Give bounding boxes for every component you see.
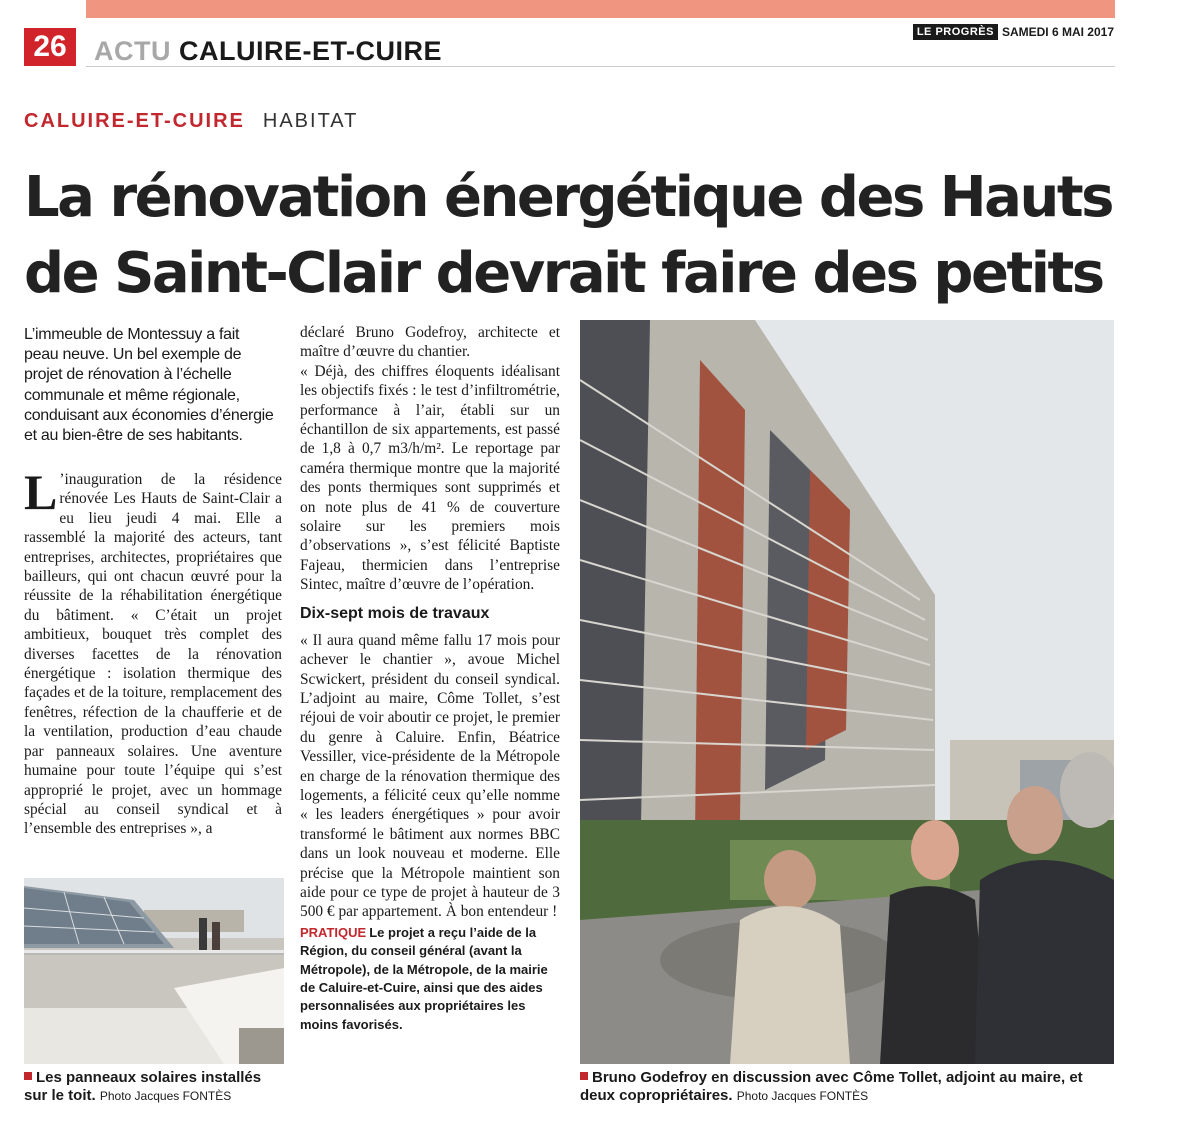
solar-panels-caption — [24, 1069, 286, 1105]
caption-bullet — [580, 1072, 588, 1080]
practical-text: Le projet a reçu l’aide de la Région, du conseil général (avant la Métropole), de la Métropole, de la mairie de Caluire-et-Cuire, ainsi que des aides personnalisées aux propriétaires les moins favorisés. — [300, 924, 548, 1032]
article-subhead: Dix-sept mois de travaux — [300, 604, 490, 622]
photo-credit: Photo Jacques FONTÈS — [99, 1089, 232, 1103]
practical-box — [300, 924, 560, 1034]
page-number: 26 — [24, 28, 76, 66]
building-photo — [580, 320, 1114, 1064]
issue-date: SAMEDI 6 MAI 2017 — [1001, 25, 1114, 39]
drop-cap: L — [24, 464, 58, 520]
section-rubric — [94, 34, 442, 68]
caption-text: Les panneaux solaires installés sur le toit. — [24, 1069, 262, 1104]
section-label: ACTU — [94, 36, 171, 66]
article-location: CALUIRE-ET-CUIRE — [24, 110, 245, 132]
article-column-2 — [300, 323, 560, 1034]
top-color-strip — [86, 0, 1115, 18]
solar-panels-photo — [24, 878, 284, 1064]
photo-credit: Photo Jacques FONTÈS — [736, 1089, 869, 1103]
article-headline — [24, 160, 1134, 312]
caption-bullet — [24, 1072, 32, 1080]
masthead — [913, 24, 1114, 40]
headline-line-2: de Saint-Clair devrait faire des petits — [24, 241, 1103, 306]
header-divider — [86, 66, 1115, 67]
newspaper-logo: LE PROGRÈS — [913, 24, 998, 40]
article-lead: L’immeuble de Montessuy a fait peau neuve. Un bel exemple de projet de rénovation à l’échelle communale et même régionale, conduisant aux économies d’énergie et au bien-être de ses habitants. — [24, 326, 274, 445]
column-1-text: ’inauguration de la résidence rénovée Les Hauts de Saint-Clair a eu lieu jeudi 4 mai. Elle a rassemblé la majorité des acteurs, tant entreprises, architectes, propriétaires que bailleurs, qui ont chacun œuvré pour la réussite de la réhabilitation énergétique du bâtiment. « C’était un projet ambitieux, bouquet très complet des diverses facettes de la rénovation énergétique : isolation thermique des façades et de la toiture, remplacement des fenêtres, réfection de la chaufferie et de la ventilation, production d’eau chaude par panneaux solaires. Une aventure humaine pour toute l’équipe qui s’est approprié le projet, avec un hommage spécial au conseil syndical et à l’ensemble des entreprises », a — [24, 471, 282, 838]
headline-line-1: La rénovation énergétique des Hauts — [24, 165, 1112, 230]
practical-label: PRATIQUE — [300, 924, 367, 940]
article-theme: HABITAT — [262, 110, 359, 132]
column-2-paragraph-2: « Déjà, des chiffres éloquents idéalisant les objectifs fixés : le test d’infiltrométrie, performance à l’air, établi sur un échantillon de six appartements, est passé de 1,8 à 0,7 m3/h/m². Le reportage par caméra thermique montre que la majorité des ponts thermiques sont supprimés et on note plus de 41 % de couverture solaire sur les premiers mois d’observations », s’est félicité Baptiste Fajeau, thermicien dans l’entreprise Sintec, maître d’œuvre de l’opération. — [300, 362, 560, 594]
article-kicker — [24, 108, 358, 134]
article-column-1 — [24, 464, 282, 839]
caption-text: Bruno Godefroy en discussion avec Côme Tollet, adjoint au maire, et deux copropriétaires. — [580, 1069, 1083, 1104]
building-photo-caption — [580, 1069, 1114, 1105]
column-2-paragraph-1: déclaré Bruno Godefroy, architecte et maître d’œuvre du chantier. — [300, 324, 560, 361]
column-2-paragraph-3: « Il aura quand même fallu 17 mois pour achever le chantier », avoue Michel Scwickert, président du conseil syndical. L’adjoint au maire, Côme Tollet, s’est réjoui de voir aboutir ce projet, le premier du genre à Caluire. Enfin, Béatrice Vessiller, vice-présidente de la Métropole en charge de la rénovation thermique des logements, a félicité ceux qu’elle nomme « les leaders énergétiques » pour avoir transformé le bâtiment aux normes BBC dans un look nouveau et moderne. Elle précise que la Métropole maintient son aide pour ce type de projet à hauteur de 3 500 € par appartement. À bon entendeur ! — [300, 631, 560, 921]
section-city: CALUIRE-ET-CUIRE — [179, 36, 442, 66]
